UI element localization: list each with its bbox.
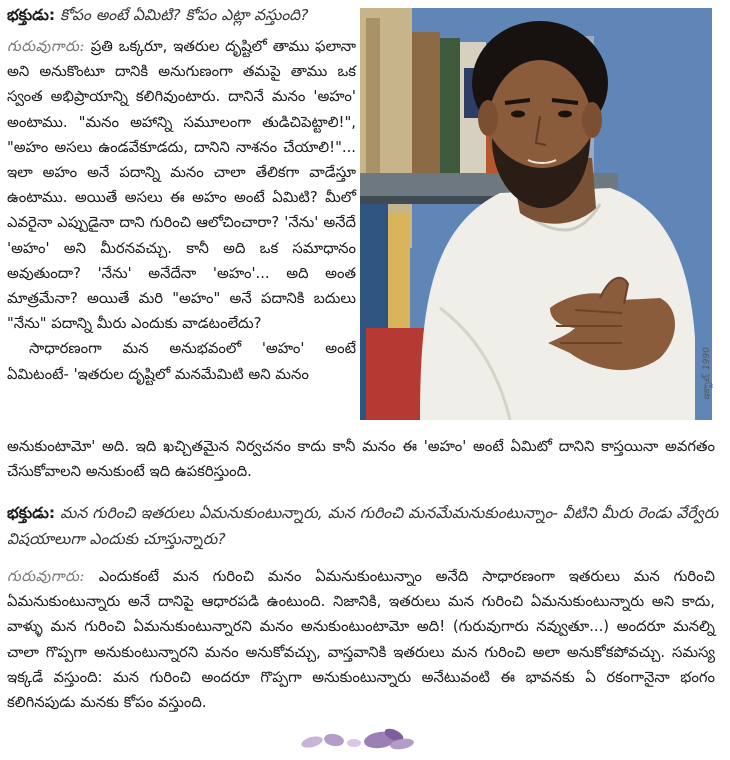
answer-1-paragraph-2a: సాధారణంగా మన అనుభవంలో 'అహం' అంటే ఏమిటంటే- 'ఇతరుల దృష్టిలో మనమేమిటి అని మనం [7,340,356,383]
guru-portrait-image [360,8,712,420]
question-1 [7,2,357,29]
devotee-label: భక్తుడు: [7,6,56,24]
answer-1-paragraph-1: ప్రతి ఒక్కరూ, ఇతరుల దృష్టిలో తాము ఫలానా అని అనుకొంటూ దానికి అనుగుణంగా తమపై తాము ఒక స్వంత అభిప్రాయాన్ని కలిగివుంటారు. దానినే మనం 'అహం' అంటాము. "మనం అహాన్ని సమూలంగా తుడిచిపెట్టాలి!", "అహం అసలు ఉండవేకూడదు, దానిని నాశనం చేయాలి!"... ఇలా అహం అనే పదాన్ని మనం చాలా తేలికగా వాడేస్తూ ఉంటాము. అయితే అసలు ఈ అహం అంటే ఏమిటి? మీలో ఎవరైనా ఎప్పుడైనా దాని గురించి ఆలోచించారా? 'నేను' అనేదే 'అహం' అని మీరనవచ్చు. కానీ అది ఒక సమాధానం అవుతుందా? 'నేను' అనేదేనా 'అహం'... అది అంత మాత్రమేనా? అయితే మరి "అహం" అనే పదానికి బదులు "నేను" పదాన్ని మీరు ఎందుకు వాడటంలేదు? [7,38,356,333]
answer-2-text: ఎందుకంటే మన గురించి మనం ఏమనుకుంటున్నాం అనేది సాధారణంగా ఇతరులు మన గురించి ఏమనుకుంటున్నారు అనే దానిపై ఆధారపడి ఉంటుంది. నిజానికి, ఇతరులు మన గురించి ఏమనుకుంటున్నారు అని కాదు, వాళ్ళు మన గురించి ఏమనుకుంటున్నారని మనం అనుకుంటుంటామో అది! (గురువుగారు నవ్వుతూ...) అందరూ మనల్ని చాలా గొప్పగా అనుకుంటున్నారని మనం అనుకోవచ్చు, వాస్తవానికి ఇతరులు మన గురించి అలా అనుకోకపోవచ్చు. సమస్య ఇక్కడే వస్తుంది: మన గురించి అందరూ గొప్పగా అనుకుంటున్నారు అనేటువంటి ఈ భావనకు ఏ రకంగానైనా భంగం కలిగినపుడు మనకు కోపం వస్తుంది. [7,568,715,712]
guru-label: గురువుగారు: [7,568,85,585]
question-2-text: మన గురించి ఇతరులు ఏమనుకుంటున్నారు, మన గురించి మనమేమనుకుంటున్నాం- వీటిని మీరు రెండు వేర్వేరు విషయాలుగా ఎందుకు చూస్తున్నారు? [7,504,719,548]
flower-petals-ornament-icon [298,726,422,758]
devotee-label: భక్తుడు: [7,504,56,522]
answer-2 [7,564,715,715]
guru-label: గురువుగారు: [7,38,85,55]
answer-1-column [7,34,356,387]
answer-1-continuation [7,434,715,484]
question-1-text: కోపం అంటే ఏమిటి? కోపం ఎట్లా వస్తుంది? [60,6,309,24]
guru-photo [360,8,712,420]
answer-1-paragraph-2b: అనుకుంటామో' అది. ఇది ఖచ్చితమైన నిర్వచనం కాదు కానీ మనం ఈ 'అహం' అంటే ఏమిటో దానిని కాస్తయినా అవగతం చేసుకోవాలని అనుకుంటే ఇది ఉపకరిస్తుంది. [7,438,715,481]
question-2 [7,500,719,552]
photo-credit: ఇక్బాల్, 1990 [702,347,712,400]
